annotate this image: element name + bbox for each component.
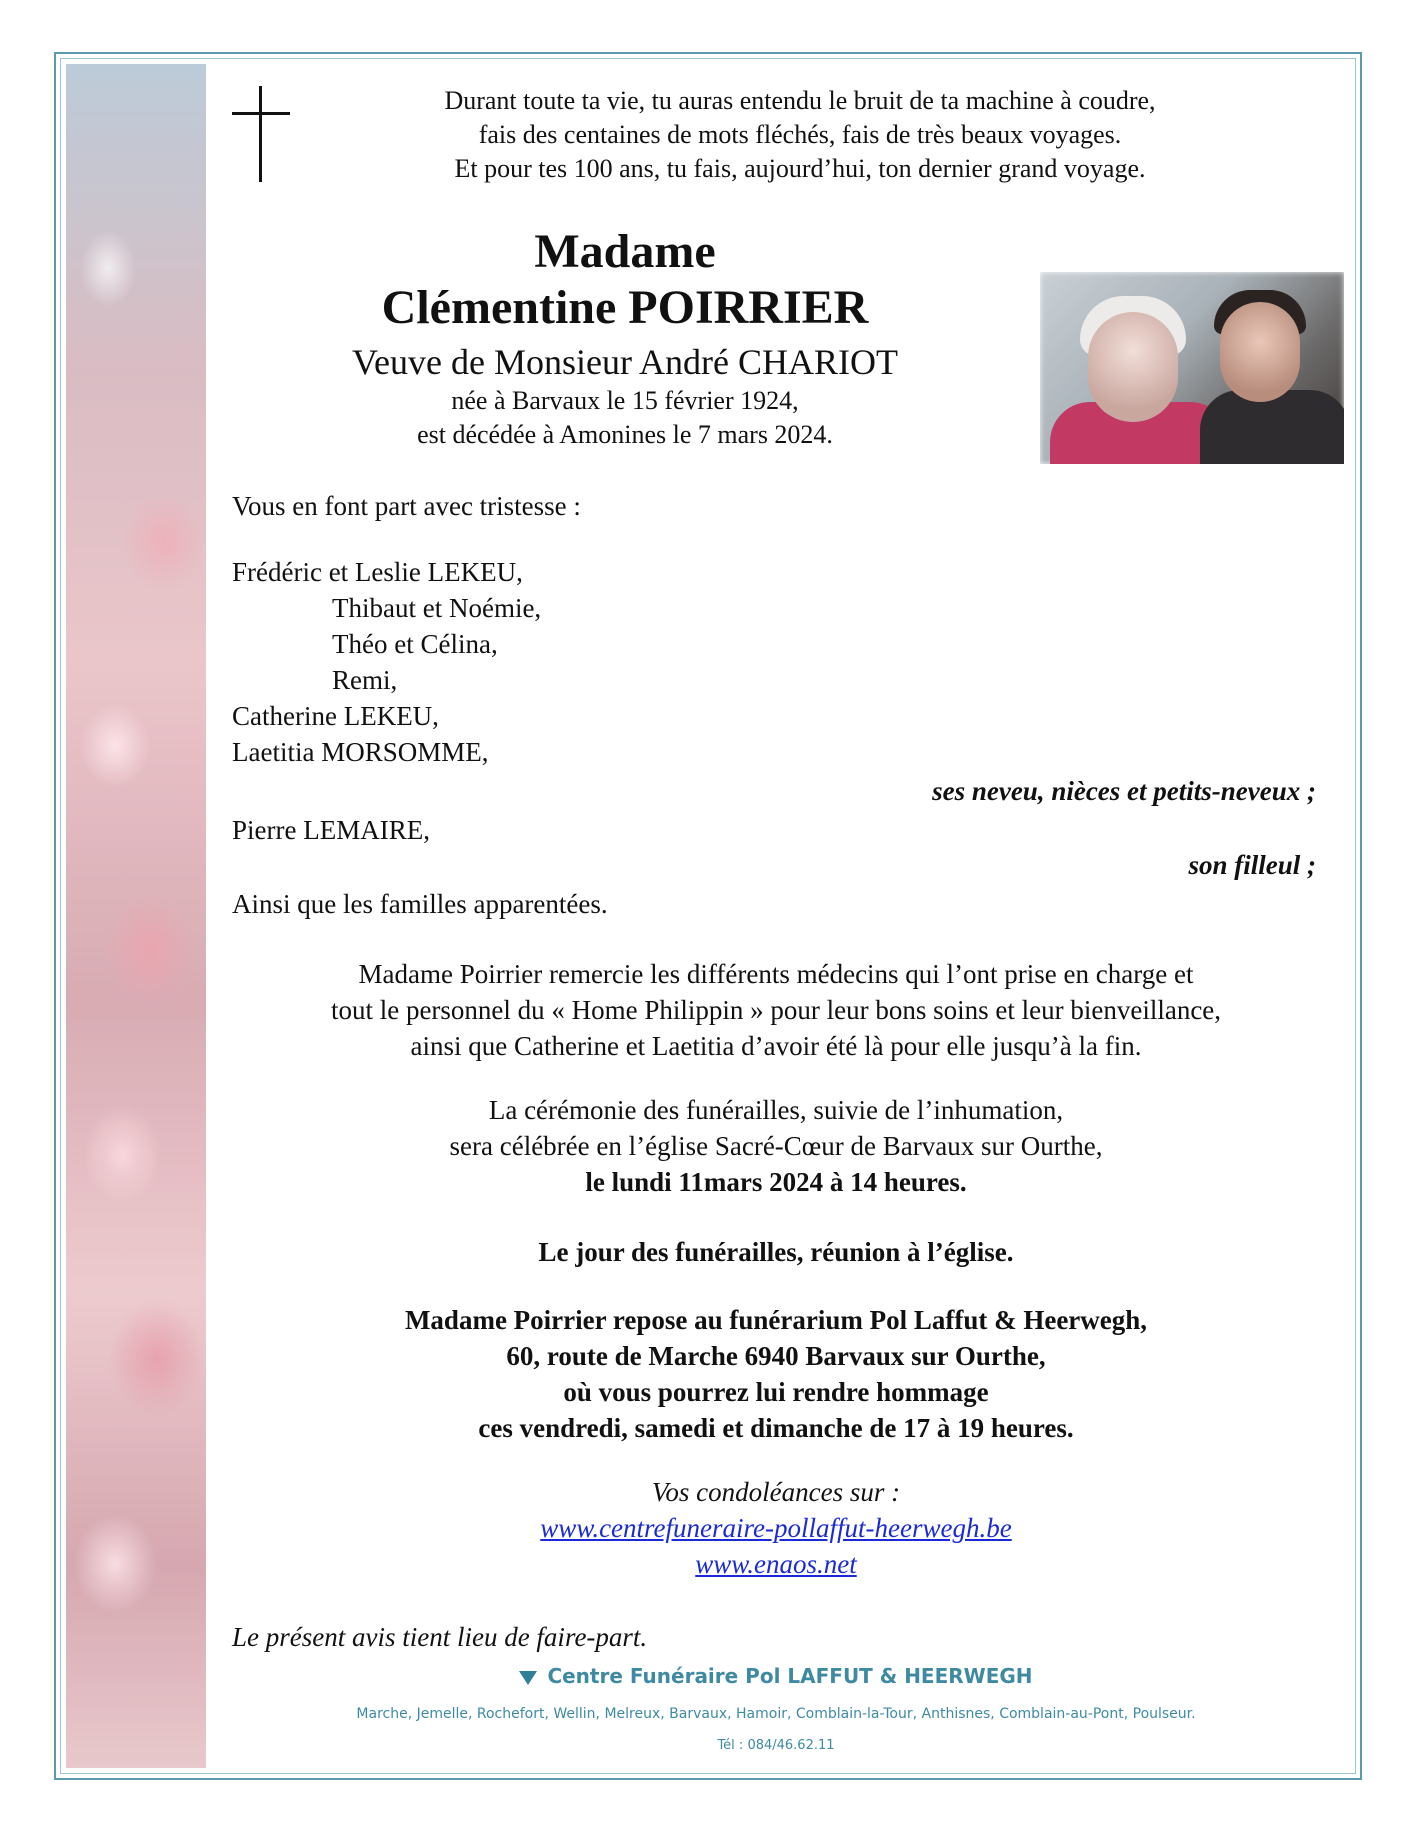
family-member: Remi,: [332, 665, 398, 695]
deceased-block: [260, 224, 990, 452]
family-member: Théo et Célina,: [332, 629, 498, 659]
funerarium-line: où vous pourrez lui rendre hommage: [563, 1377, 989, 1407]
cross-icon: [232, 86, 290, 182]
family-list: [232, 554, 541, 770]
family-member: Frédéric et Leslie LEKEU,: [232, 557, 523, 587]
ceremony-line: sera célébrée en l’église Sacré-Cœur de Barvaux sur Ourthe,: [449, 1131, 1103, 1161]
birth-line: née à Barvaux le 15 février 1924,: [451, 386, 799, 415]
triangle-down-icon: [519, 1671, 537, 1685]
condolences-label: Vos condoléances sur :: [651, 1477, 901, 1507]
deceased-name: Clémentine POIRRIER: [381, 281, 869, 334]
poem-line: Durant toute ta vie, tu auras entendu le bruit de ta machine à coudre,: [444, 86, 1156, 115]
deceased-title: Madame: [534, 225, 716, 278]
other-families: Ainsi que les familles apparentées.: [232, 889, 608, 919]
condolences-link-enaos[interactable]: www.enaos.net: [695, 1549, 857, 1579]
poem-line: fais des centaines de mots fléchés, fais de très beaux voyages.: [478, 120, 1122, 149]
funerarium-block: [232, 1302, 1320, 1446]
funerarium-line: ces vendredi, samedi et dimanche de 17 à 19 heures.: [478, 1413, 1074, 1443]
poem-line: Et pour tes 100 ans, tu fais, aujourd’hui, ton dernier grand voyage.: [454, 154, 1146, 183]
funeral-center-label: Centre Funéraire Pol LAFFUT & HEERWEGH: [547, 1664, 1033, 1688]
announcement-intro: Vous en font part avec tristesse :: [232, 491, 581, 521]
widow-of: Veuve de Monsieur André CHARIOT: [352, 342, 898, 382]
thanks-line: tout le personnel du « Home Philippin » pour leur bons soins et leur bienveillance,: [330, 995, 1222, 1025]
family-member: Laetitia MORSOMME,: [232, 737, 489, 767]
ceremony-block: [232, 1092, 1320, 1200]
family-member: Thibaut et Noémie,: [332, 593, 542, 623]
notice-text: Le présent avis tient lieu de faire-part.: [232, 1622, 648, 1652]
funerarium-line: 60, route de Marche 6940 Barvaux sur Ourthe,: [506, 1341, 1046, 1371]
blossom-decoration: [66, 64, 206, 1768]
relation-nephews: ses neveu, nièces et petits-neveux ;: [932, 776, 1316, 806]
meeting-info: Le jour des funérailles, réunion à l’église.: [538, 1237, 1014, 1267]
godson: Pierre LEMAIRE,: [232, 815, 430, 845]
ceremony-line: La cérémonie des funérailles, suivie de l’inhumation,: [488, 1095, 1064, 1125]
thanks-line: Madame Poirrier remercie les différents médecins qui l’ont prise en charge et: [358, 959, 1194, 989]
funeral-center-name: [232, 1664, 1320, 1688]
condolences-block: [232, 1474, 1320, 1582]
relation-godson: son filleul ;: [1188, 850, 1316, 880]
portrait-photo: [1040, 272, 1344, 464]
thanks-line: ainsi que Catherine et Laetitia d’avoir été là pour elle jusqu’à la fin.: [410, 1031, 1142, 1061]
funeral-center-phone: Tél : 084/46.62.11: [717, 1738, 835, 1753]
condolences-link-funeral-center[interactable]: www.centrefuneraire-pollaffut-heerwegh.be: [540, 1513, 1012, 1543]
funeral-center-places: Marche, Jemelle, Rochefort, Wellin, Melreux, Barvaux, Hamoir, Comblain-la-Tour, Anthisnes, Comblain-au-Pont, Poulseur.: [356, 1706, 1196, 1722]
funerarium-line: Madame Poirrier repose au funérarium Pol Laffut & Heerwegh,: [404, 1305, 1148, 1335]
death-line: est décédée à Amonines le 7 mars 2024.: [417, 420, 833, 449]
family-member: Catherine LEKEU,: [232, 701, 439, 731]
ceremony-date: le lundi 11mars 2024 à 14 heures.: [585, 1167, 967, 1197]
thanks-block: [232, 956, 1320, 1064]
poem: [300, 84, 1300, 186]
